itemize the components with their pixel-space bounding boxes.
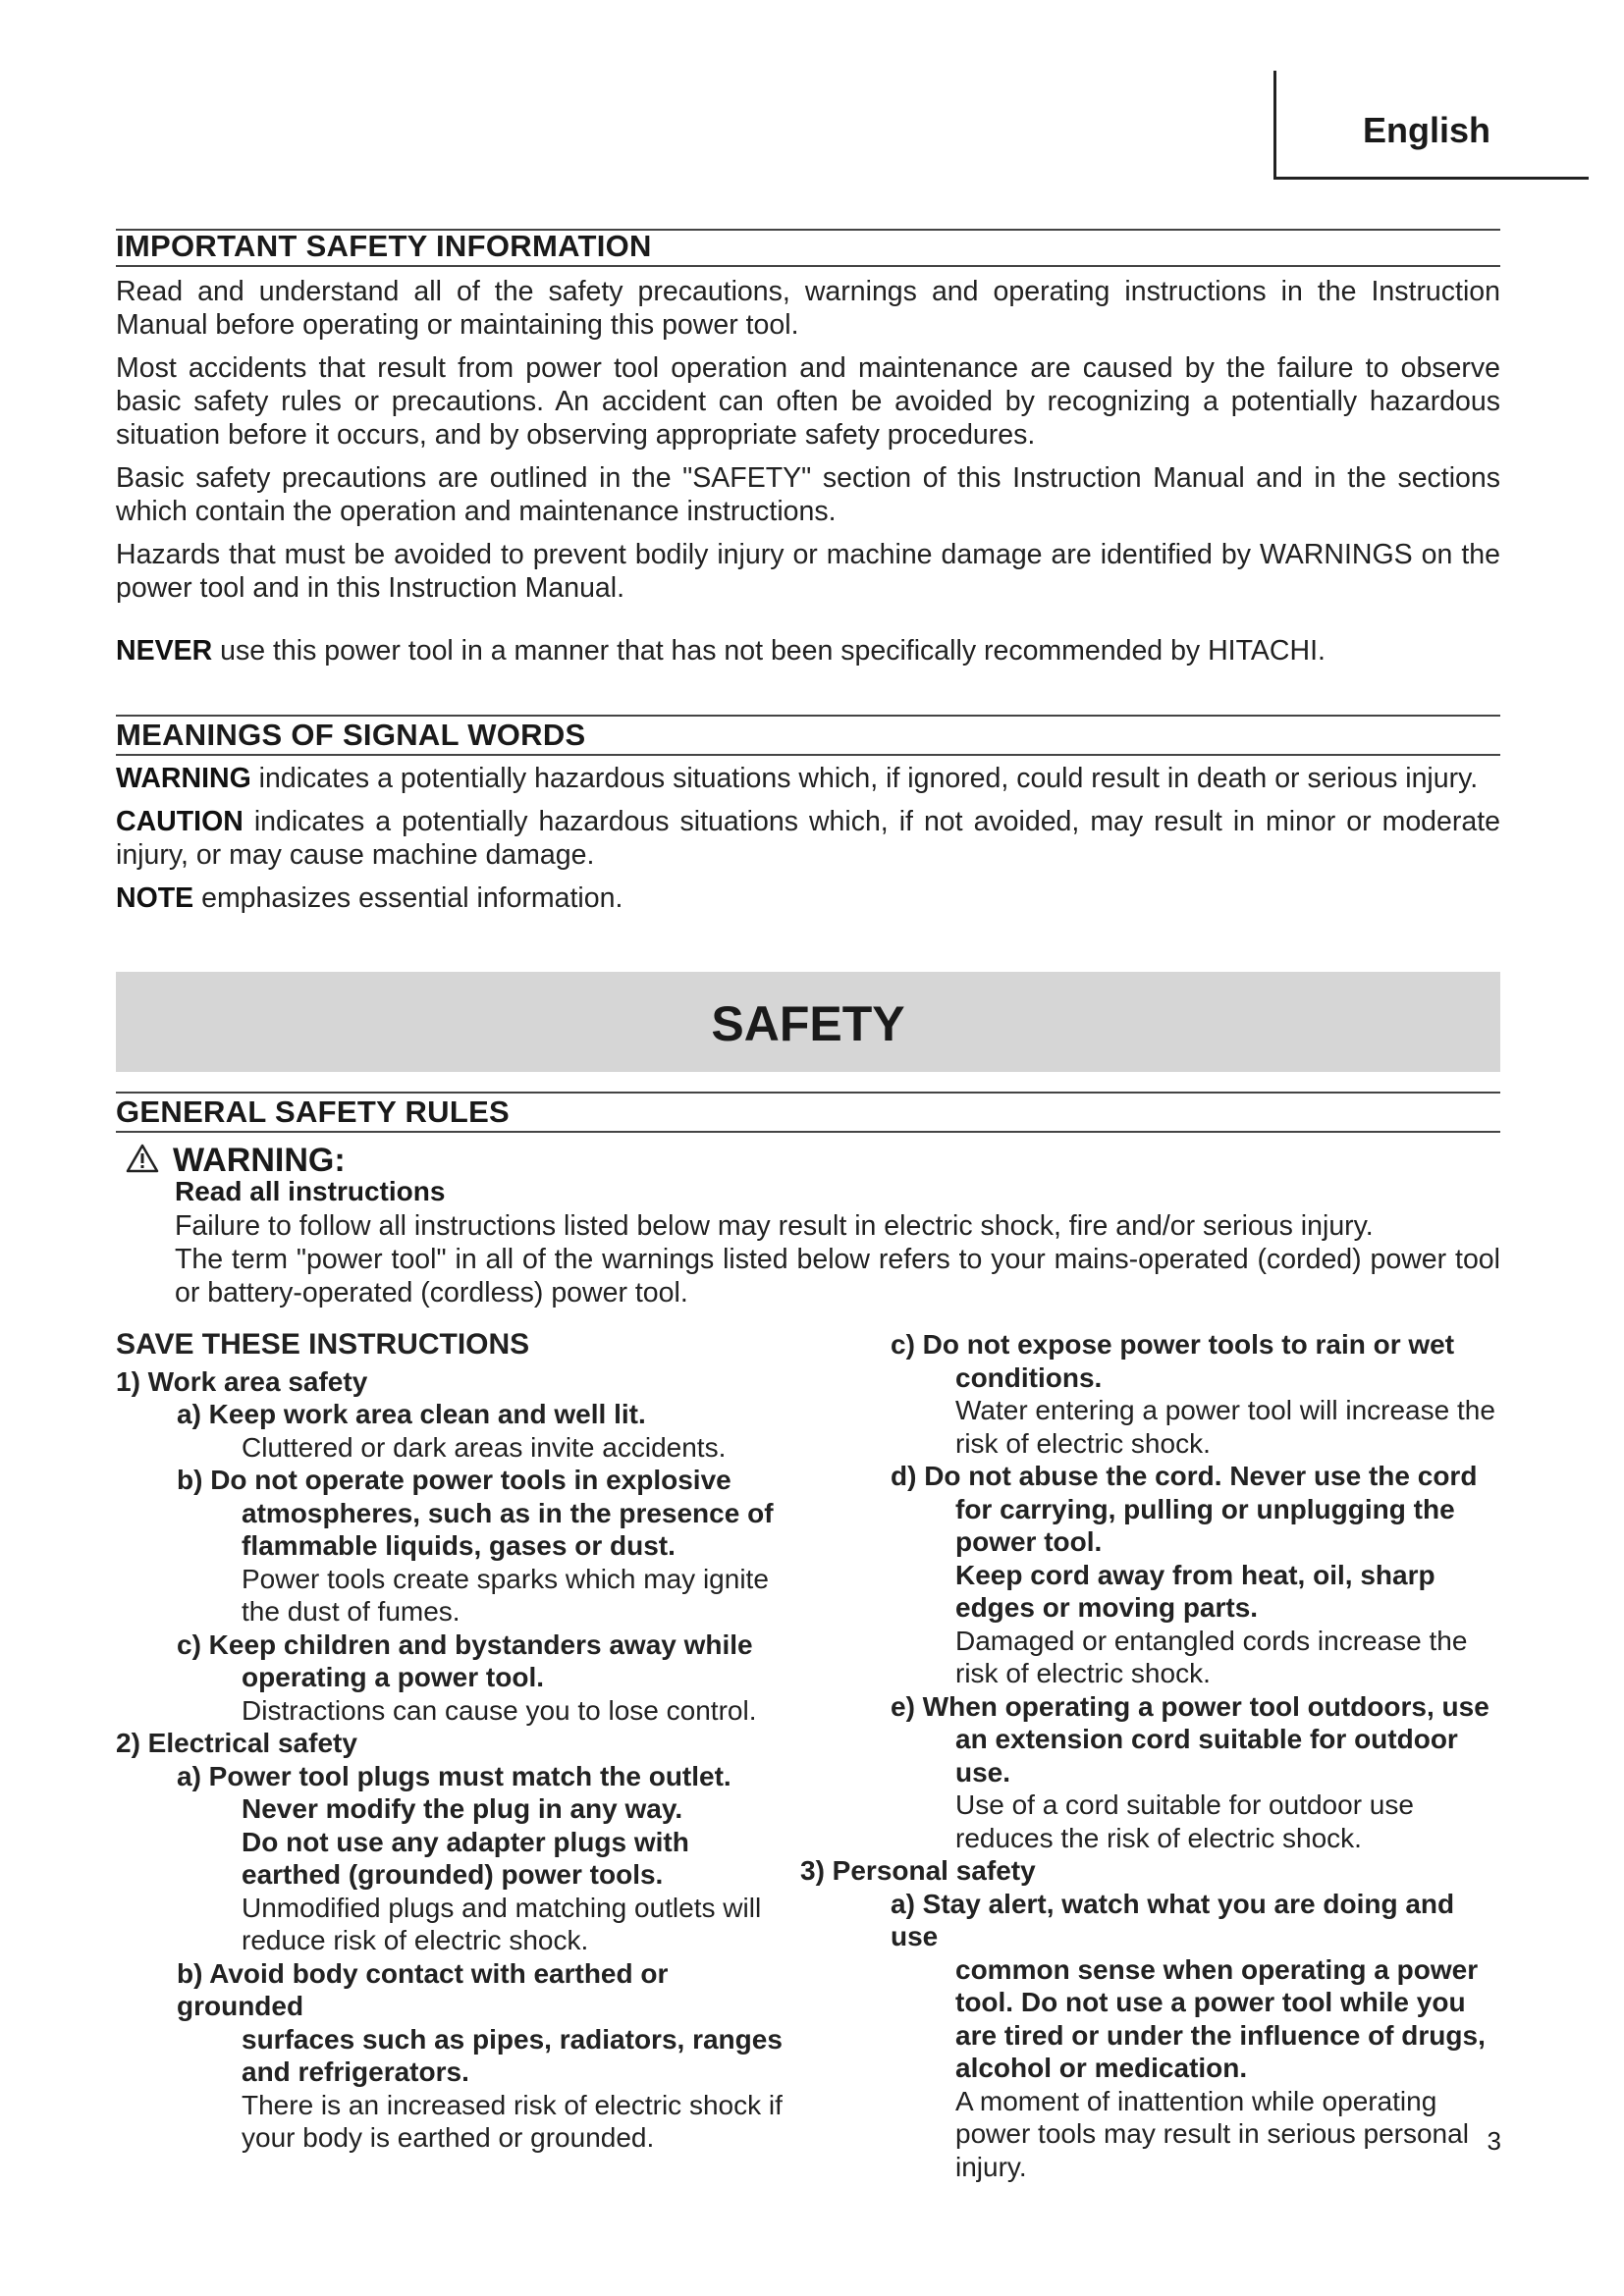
item-lead-cont: atmospheres, such as in the presence of flammable liquids, gases or dust. (242, 1497, 774, 1561)
item-elec-b (116, 1957, 793, 2155)
item-text: Water entering a power tool will increase the risk of electric shock. (955, 1395, 1495, 1459)
item-text: Distractions can cause you to lose control. (242, 1694, 757, 1726)
item-text: Cluttered or dark areas invite accidents. (242, 1431, 727, 1463)
item-work-c (116, 1629, 793, 1728)
item-lead: c) Keep children and bystanders away while (177, 1629, 753, 1660)
item-lead-cont: common sense when operating a power tool. Do not use a power tool while you are tired or under the influence of drugs, alcohol or medication. (955, 1953, 1486, 2083)
item-lead: a) Keep work area clean and well lit. (177, 1399, 646, 1429)
item-lead-cont: an extension cord suitable for outdoor use. (955, 1724, 1458, 1788)
caution-text: indicates a potentially hazardous situations which, if not avoided, may result in minor or moderate injury, or may cause machine damage. (116, 806, 1500, 871)
never-lead: NEVER (116, 635, 213, 667)
item-work-a (116, 1398, 793, 1464)
item-lead: d) Do not abuse the cord. Never use the cord (891, 1461, 1478, 1491)
warning-heading (126, 1142, 346, 1180)
term-text: The term "power tool" in all of the warnings listed below refers to your mains-operated (corded) power tool or battery-operated (cordless) power tool. (175, 1244, 1500, 1308)
important-p3: Basic safety precautions are outlined in the "SAFETY" section of this Instruction Manual and in the sections which contain the operation and maintenance instructions. (116, 462, 1500, 527)
important-p2: Most accidents that result from power tool operation and maintenance are caused by the failure to observe basic safety rules or precautions. An accident can often be avoided by recognizing a potentially hazardous situation before it occurs, and by observing appropriate safety procedures. (116, 352, 1500, 451)
meanings-title: MEANINGS OF SIGNAL WORDS (116, 718, 586, 752)
divider (116, 1092, 1500, 1094)
caution-lead: CAUTION (116, 806, 244, 837)
item-text: Power tools create sparks which may ignite the dust of fumes. (242, 1563, 769, 1627)
important-title: IMPORTANT SAFETY INFORMATION (116, 229, 652, 263)
item-elec-c (830, 1328, 1500, 1460)
warning-text: indicates a potentially hazardous situations which, if ignored, could result in death or serious injury. (250, 763, 1479, 794)
cat-work-area: 1) Work area safety (116, 1365, 368, 1397)
item-lead-cont: Do not use any adapter plugs with earthed (grounded) power tools. (242, 1826, 689, 1890)
item-text: Use of a cord suitable for outdoor use reduces the risk of electric shock. (955, 1789, 1414, 1853)
read-all-instructions: Read all instructions (175, 1176, 446, 1206)
caution-meaning (116, 805, 1500, 872)
divider (116, 265, 1500, 267)
divider (116, 1131, 1500, 1133)
item-lead: b) Do not operate power tools in explosive (177, 1465, 731, 1495)
cat-personal: 3) Personal safety (800, 1855, 1036, 1886)
safety-banner-title: SAFETY (711, 996, 905, 1051)
item-personal-a (830, 1888, 1500, 2184)
item-work-b (116, 1464, 793, 1629)
important-p4: Hazards that must be avoided to prevent bodily injury or machine damage are identified by WARNINGS on the power tool and in this Instruction Manual. (116, 539, 1500, 604)
language-tab (1273, 71, 1589, 180)
item-elec-e (830, 1690, 1500, 1855)
divider (116, 754, 1500, 756)
note-lead: NOTE (116, 882, 194, 914)
important-p1: Read and understand all of the safety precautions, warnings and operating instructions in the Instruction Manual before operating or maintaining this power tool. (116, 276, 1500, 341)
item-text: A moment of inattention while operating power tools may result in serious personal injury. (955, 2085, 1469, 2182)
item-lead-cont: surfaces such as pipes, radiators, ranges and refrigerators. (242, 2023, 783, 2087)
never-text: use this power tool in a manner that has not been specifically recommended by HITACHI. (212, 635, 1326, 667)
general-rules-title: GENERAL SAFETY RULES (116, 1095, 511, 1129)
item-text: There is an increased risk of electric shock if your body is earthed or grounded. (242, 2089, 783, 2153)
item-elec-a (116, 1760, 793, 1957)
language-label: English (1362, 110, 1490, 150)
item-lead: c) Do not expose power tools to rain or wet (891, 1329, 1455, 1360)
item-lead-cont: operating a power tool. (242, 1662, 545, 1692)
warning-lead: WARNING (116, 763, 251, 794)
item-lead-cont: for carrying, pulling or unplugging the power tool. (955, 1493, 1455, 1557)
item-lead: e) When operating a power tool outdoors, use (891, 1690, 1489, 1722)
item-elec-d (830, 1460, 1500, 1690)
note-meaning (116, 881, 1500, 915)
item-lead: a) Stay alert, watch what you are doing and use (891, 1888, 1455, 1951)
safety-banner (116, 972, 1500, 1072)
cat-electrical: 2) Electrical safety (116, 1728, 357, 1758)
never-paragraph (116, 634, 1500, 667)
item-lead-cont: Never modify the plug in any way. (242, 1793, 683, 1824)
note-text: emphasizes essential information. (193, 882, 623, 914)
item-lead: b) Avoid body contact with earthed or grounded (177, 1957, 669, 2021)
right-column (800, 1328, 1500, 2183)
warning-triangle-icon (126, 1144, 159, 1173)
item-lead-cont: Keep cord away from heat, oil, sharp edges or moving parts. (955, 1559, 1435, 1623)
left-column (116, 1328, 793, 2155)
item-text: Unmodified plugs and matching outlets will reduce risk of electric shock. (242, 1892, 762, 1955)
save-instructions: SAVE THESE INSTRUCTIONS (116, 1328, 530, 1361)
item-lead-cont: conditions. (955, 1362, 1103, 1393)
page-number: 3 (1487, 2126, 1501, 2156)
item-lead: a) Power tool plugs must match the outlet. (177, 1760, 731, 1791)
divider (116, 715, 1500, 717)
warning-meaning (116, 762, 1500, 795)
failure-text: Failure to follow all instructions listed below may result in electric shock, fire and/or serious injury. (175, 1210, 1374, 1242)
item-text: Damaged or entangled cords increase the risk of electric shock. (955, 1625, 1468, 1688)
warning-label: WARNING: (173, 1142, 346, 1179)
